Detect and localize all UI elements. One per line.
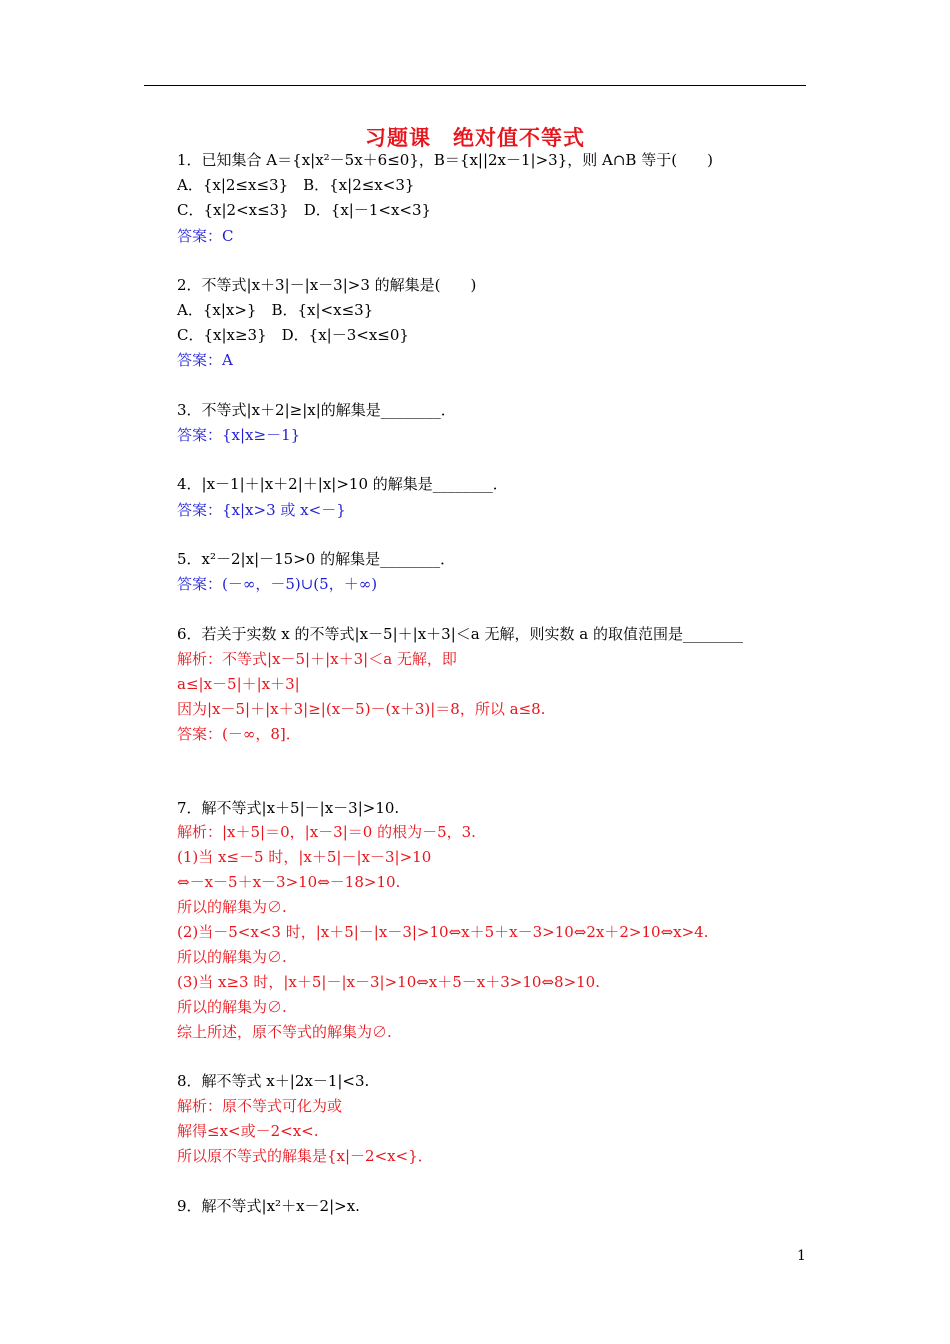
text-line: (3)当 x≥3 时，|x＋5|－|x－3|>10⇔x＋5－x＋3>10⇔8>10. [177,973,600,991]
text-line: 答案：(－∞，－5)∪(5，＋∞) [177,575,378,593]
text-line: 9．解不等式|x²＋x－2|>x. [177,1197,360,1215]
text-line: 答案：(－∞，8]． [177,725,301,743]
text-line: 7．解不等式|x＋5|－|x－3|>10. [177,799,400,817]
text-line: a≤|x－5|＋|x＋3| [177,675,300,693]
text-line: A．{x|x>} B．{x|<x≤3} [177,301,374,319]
text-line: 解得≤x<或－2<x<. [177,1122,319,1140]
page-number: 1 [797,1248,806,1264]
text-line: 解析：|x＋5|＝0，|x－3|＝0 的根为－5，3. [177,823,476,841]
text-line: 答案：A [177,351,233,369]
text-line: 所以原不等式的解集是{x|－2<x<}． [177,1147,433,1165]
text-line: 综上所述，原不等式的解集为∅. [177,1023,392,1041]
text-line: 1．已知集合 A＝{x|x²－5x＋6≤0}，B＝{x||2x－1|>3}，则 A∩B 等于( ) [177,151,713,169]
text-line: 因为|x－5|＋|x＋3|≥|(x－5)－(x＋3)|＝8，所以 a≤8. [177,700,546,718]
text-line: 答案：{x|x≥－1} [177,426,301,444]
text-line: A．{x|2≤x≤3} B．{x|2≤x<3} [177,176,415,194]
text-line: 所以的解集为∅. [177,898,287,916]
text-line: 5．x²－2|x|－15>0 的解集是________． [177,550,456,568]
text-line: (1)当 x≤－5 时，|x＋5|－|x－3|>10 [177,848,432,866]
text-line: 所以的解集为∅. [177,948,287,966]
text-line: ⇔－x－5＋x－3>10⇔－18>10. [177,873,401,891]
text-line: 答案：{x|x>3 或 x<－} [177,501,346,519]
text-line: 3．不等式|x＋2|≥|x|的解集是________． [177,401,456,419]
text-line: 2．不等式|x＋3|－|x－3|>3 的解集是( ) [177,276,477,294]
text-line: C．{x|2<x≤3} D．{x|－1<x<3} [177,201,432,219]
text-line: 解析：原不等式可化为或 [177,1097,343,1115]
text-line: 解析：不等式|x－5|＋|x＋3|＜a 无解，即 [177,650,457,668]
text-line: 所以的解集为∅. [177,998,287,1016]
text-line: 答案：C [177,227,234,245]
header-rule [144,85,806,86]
page-title: 习题课 绝对值不等式 [365,125,585,150]
text-line: C．{x|x≥3} D．{x|－3<x≤0} [177,326,409,344]
text-line: 8．解不等式 x＋|2x－1|<3. [177,1072,370,1090]
text-line: 4．|x－1|＋|x＋2|＋|x|>10 的解集是________． [177,475,508,493]
text-line: (2)当－5<x<3 时，|x＋5|－|x－3|>10⇔x＋5＋x－3>10⇔2x＋2>10⇔x>4. [177,923,709,941]
text-line: 6．若关于实数 x 的不等式|x－5|＋|x＋3|＜a 无解，则实数 a 的取值范围是________ [177,625,743,643]
